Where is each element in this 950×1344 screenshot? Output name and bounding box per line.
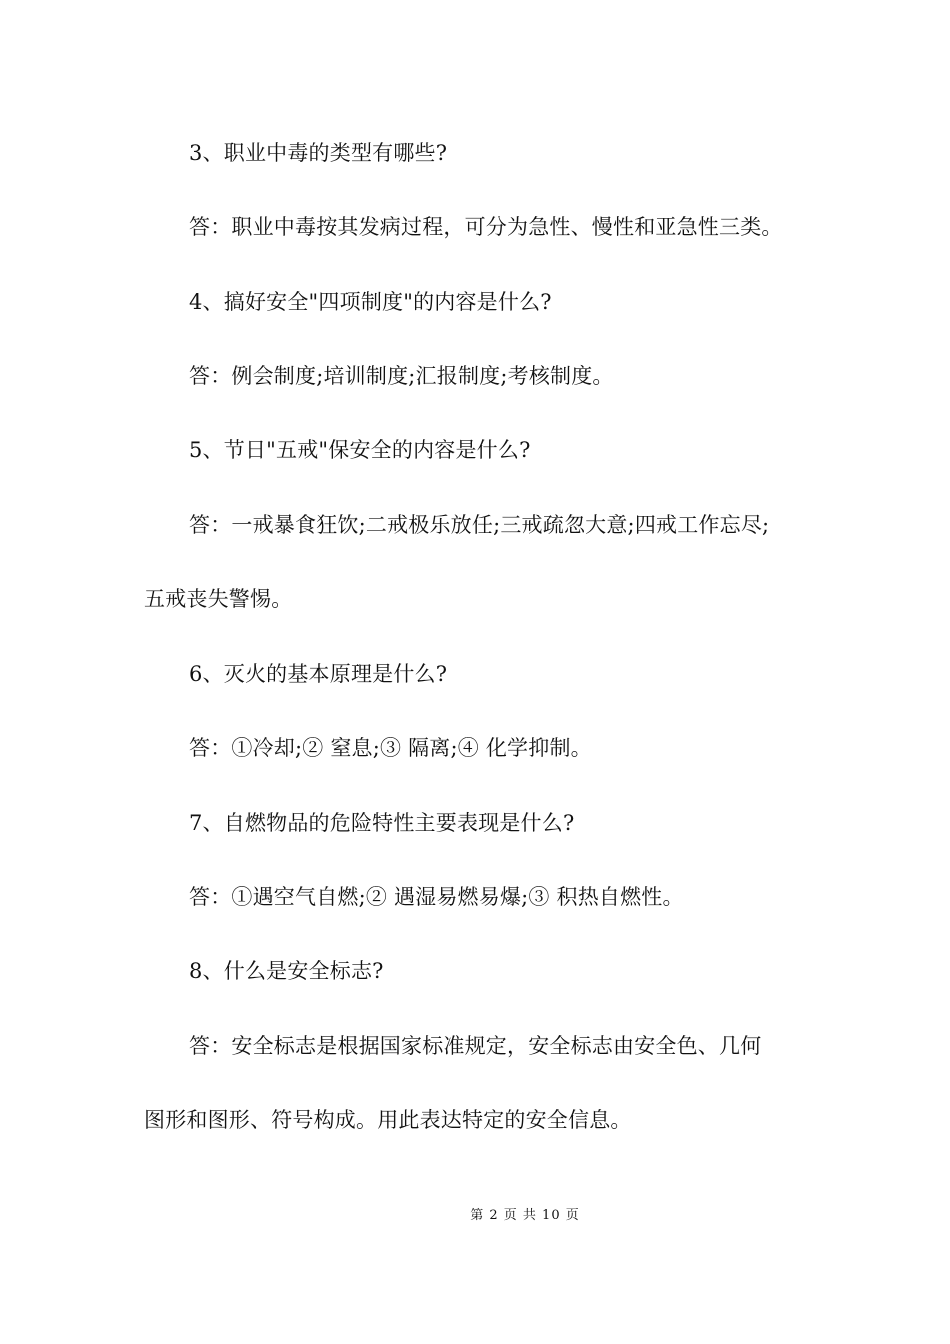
page-number-footer: 第 2 页 共 10 页 [470, 1208, 580, 1223]
answer-8-line-2: 图形和图形、符号构成。用此表达特定的安全信息。 [144, 1108, 632, 1132]
answer-7: 答：①遇空气自燃;② 遇湿易燃易爆;③ 积热自燃性。 [189, 885, 684, 909]
answer-8-line-1: 答：安全标志是根据国家标准规定，安全标志由安全色、几何 [189, 1034, 762, 1058]
answer-5-line-2: 五戒丧失警惕。 [144, 587, 293, 611]
question-7: 7、自燃物品的危险特性主要表现是什么? [189, 811, 575, 835]
question-4: 4、搞好安全"四项制度"的内容是什么? [189, 290, 552, 314]
answer-6: 答：①冷却;② 窒息;③ 隔离;④ 化学抑制。 [189, 736, 592, 760]
question-5: 5、节日"五戒"保安全的内容是什么? [189, 438, 531, 462]
answer-3: 答：职业中毒按其发病过程，可分为急性、慢性和亚急性三类。 [189, 215, 783, 239]
question-8: 8、什么是安全标志? [189, 959, 384, 983]
question-3: 3、职业中毒的类型有哪些? [189, 141, 448, 165]
question-6: 6、灭火的基本原理是什么? [189, 662, 448, 686]
answer-4: 答：例会制度;培训制度;汇报制度;考核制度。 [189, 364, 614, 388]
answer-5-line-1: 答：一戒暴食狂饮;二戒极乐放任;三戒疏忽大意;四戒工作忘尽; [189, 513, 770, 537]
